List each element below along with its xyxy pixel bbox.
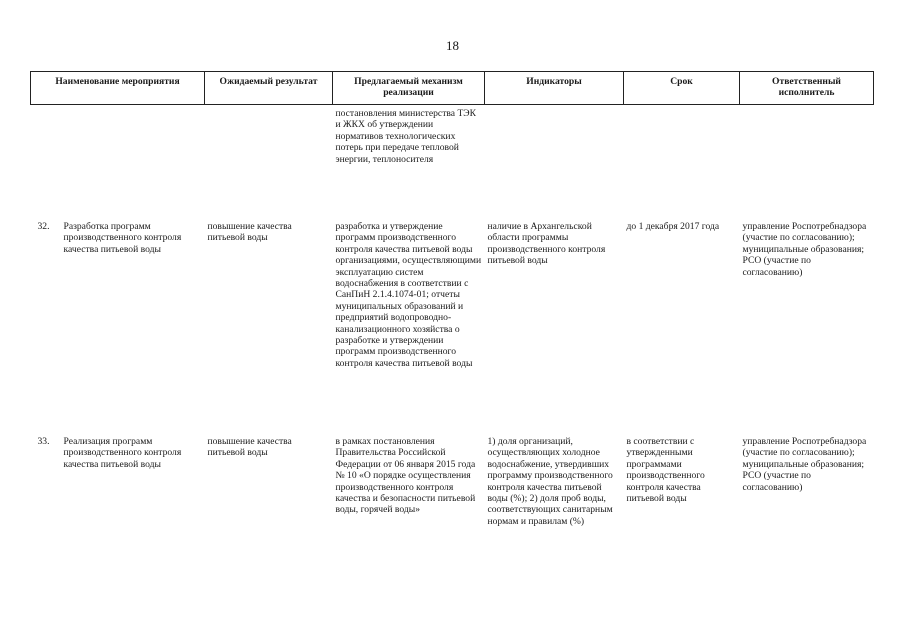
measure-name: Реализация программ производственного контроля качества питьевой воды (63, 436, 182, 470)
row-number: 33. (37, 436, 50, 447)
cell-mechanism: в рамках постановления Правительства Российской Федерации от 06 января 2015 года № 10 «О порядке осуществления производственного контроля качества и безопасности питьевой воды, горячей воды» (335, 436, 476, 516)
measures-table (30, 71, 874, 596)
cell-mechanism: разработка и утверждение программ производственного контроля качества питьевой воды организациями, осуществляющими эксплуатацию систем водоснабжения в соответствии с СанПиН 2.1.4.1074-01; отчеты муниципальных образований и предприятий водопроводно-канализационного хозяйства о разработке и утверждении программ производственного контроля качества питьевой воды (335, 221, 482, 369)
header-mechanism: Предлагаемый механизм реализации (333, 72, 485, 105)
measure-name: Разработка программ производственного контроля качества питьевой воды (63, 221, 182, 255)
header-term: Срок (624, 72, 740, 105)
table-row-continuation (31, 105, 874, 222)
cell-indicators: 1) доля организаций, осуществляющих холодное водоснабжение, утвердивших программу производственного контроля качества питьевой воды (%); 2) доля проб воды, соответствующих санитарным нормам и правилам (%) (487, 436, 613, 527)
cell-responsible (740, 105, 874, 222)
cell-term (624, 105, 740, 222)
cell-result: повышение качества питьевой воды (207, 221, 292, 244)
cell-responsible: управление Роспотребнадзора (участие по согласованию); муниципальные образования; РСО (участие по согласованию) (742, 436, 867, 493)
cell-name (31, 221, 205, 436)
page-number: 18 (446, 38, 459, 53)
row-number: 32. (37, 221, 50, 232)
header-name: Наименование мероприятия (31, 72, 205, 105)
cell-name (31, 436, 205, 596)
header-responsible: Ответственный исполнитель (740, 72, 874, 105)
cell-result: повышение качества питьевой воды (207, 436, 292, 459)
cell-term: до 1 декабря 2017 года (626, 221, 720, 232)
table-row (31, 221, 874, 436)
cell-result (205, 105, 333, 222)
header-result: Ожидаемый результат (205, 72, 333, 105)
table-header-row (31, 72, 874, 105)
cell-responsible: управление Роспотребнадзора (участие по согласованию); муниципальные образования; РСО (участие по согласованию) (742, 221, 867, 278)
cell-indicators (485, 105, 624, 222)
table-row (31, 436, 874, 596)
cell-indicators: наличие в Архангельской области программы производственного контроля питьевой воды (487, 221, 606, 267)
cell-name (31, 105, 205, 222)
cell-term: в соответствии с утвержденными программами производственного контроля качества питьевой воды (626, 436, 705, 505)
header-indicators: Индикаторы (485, 72, 624, 105)
cell-mechanism: постановления министерства ТЭК и ЖКХ об утверждении нормативов технологических потерь при передаче тепловой энергии, теплоносителя (335, 108, 477, 165)
